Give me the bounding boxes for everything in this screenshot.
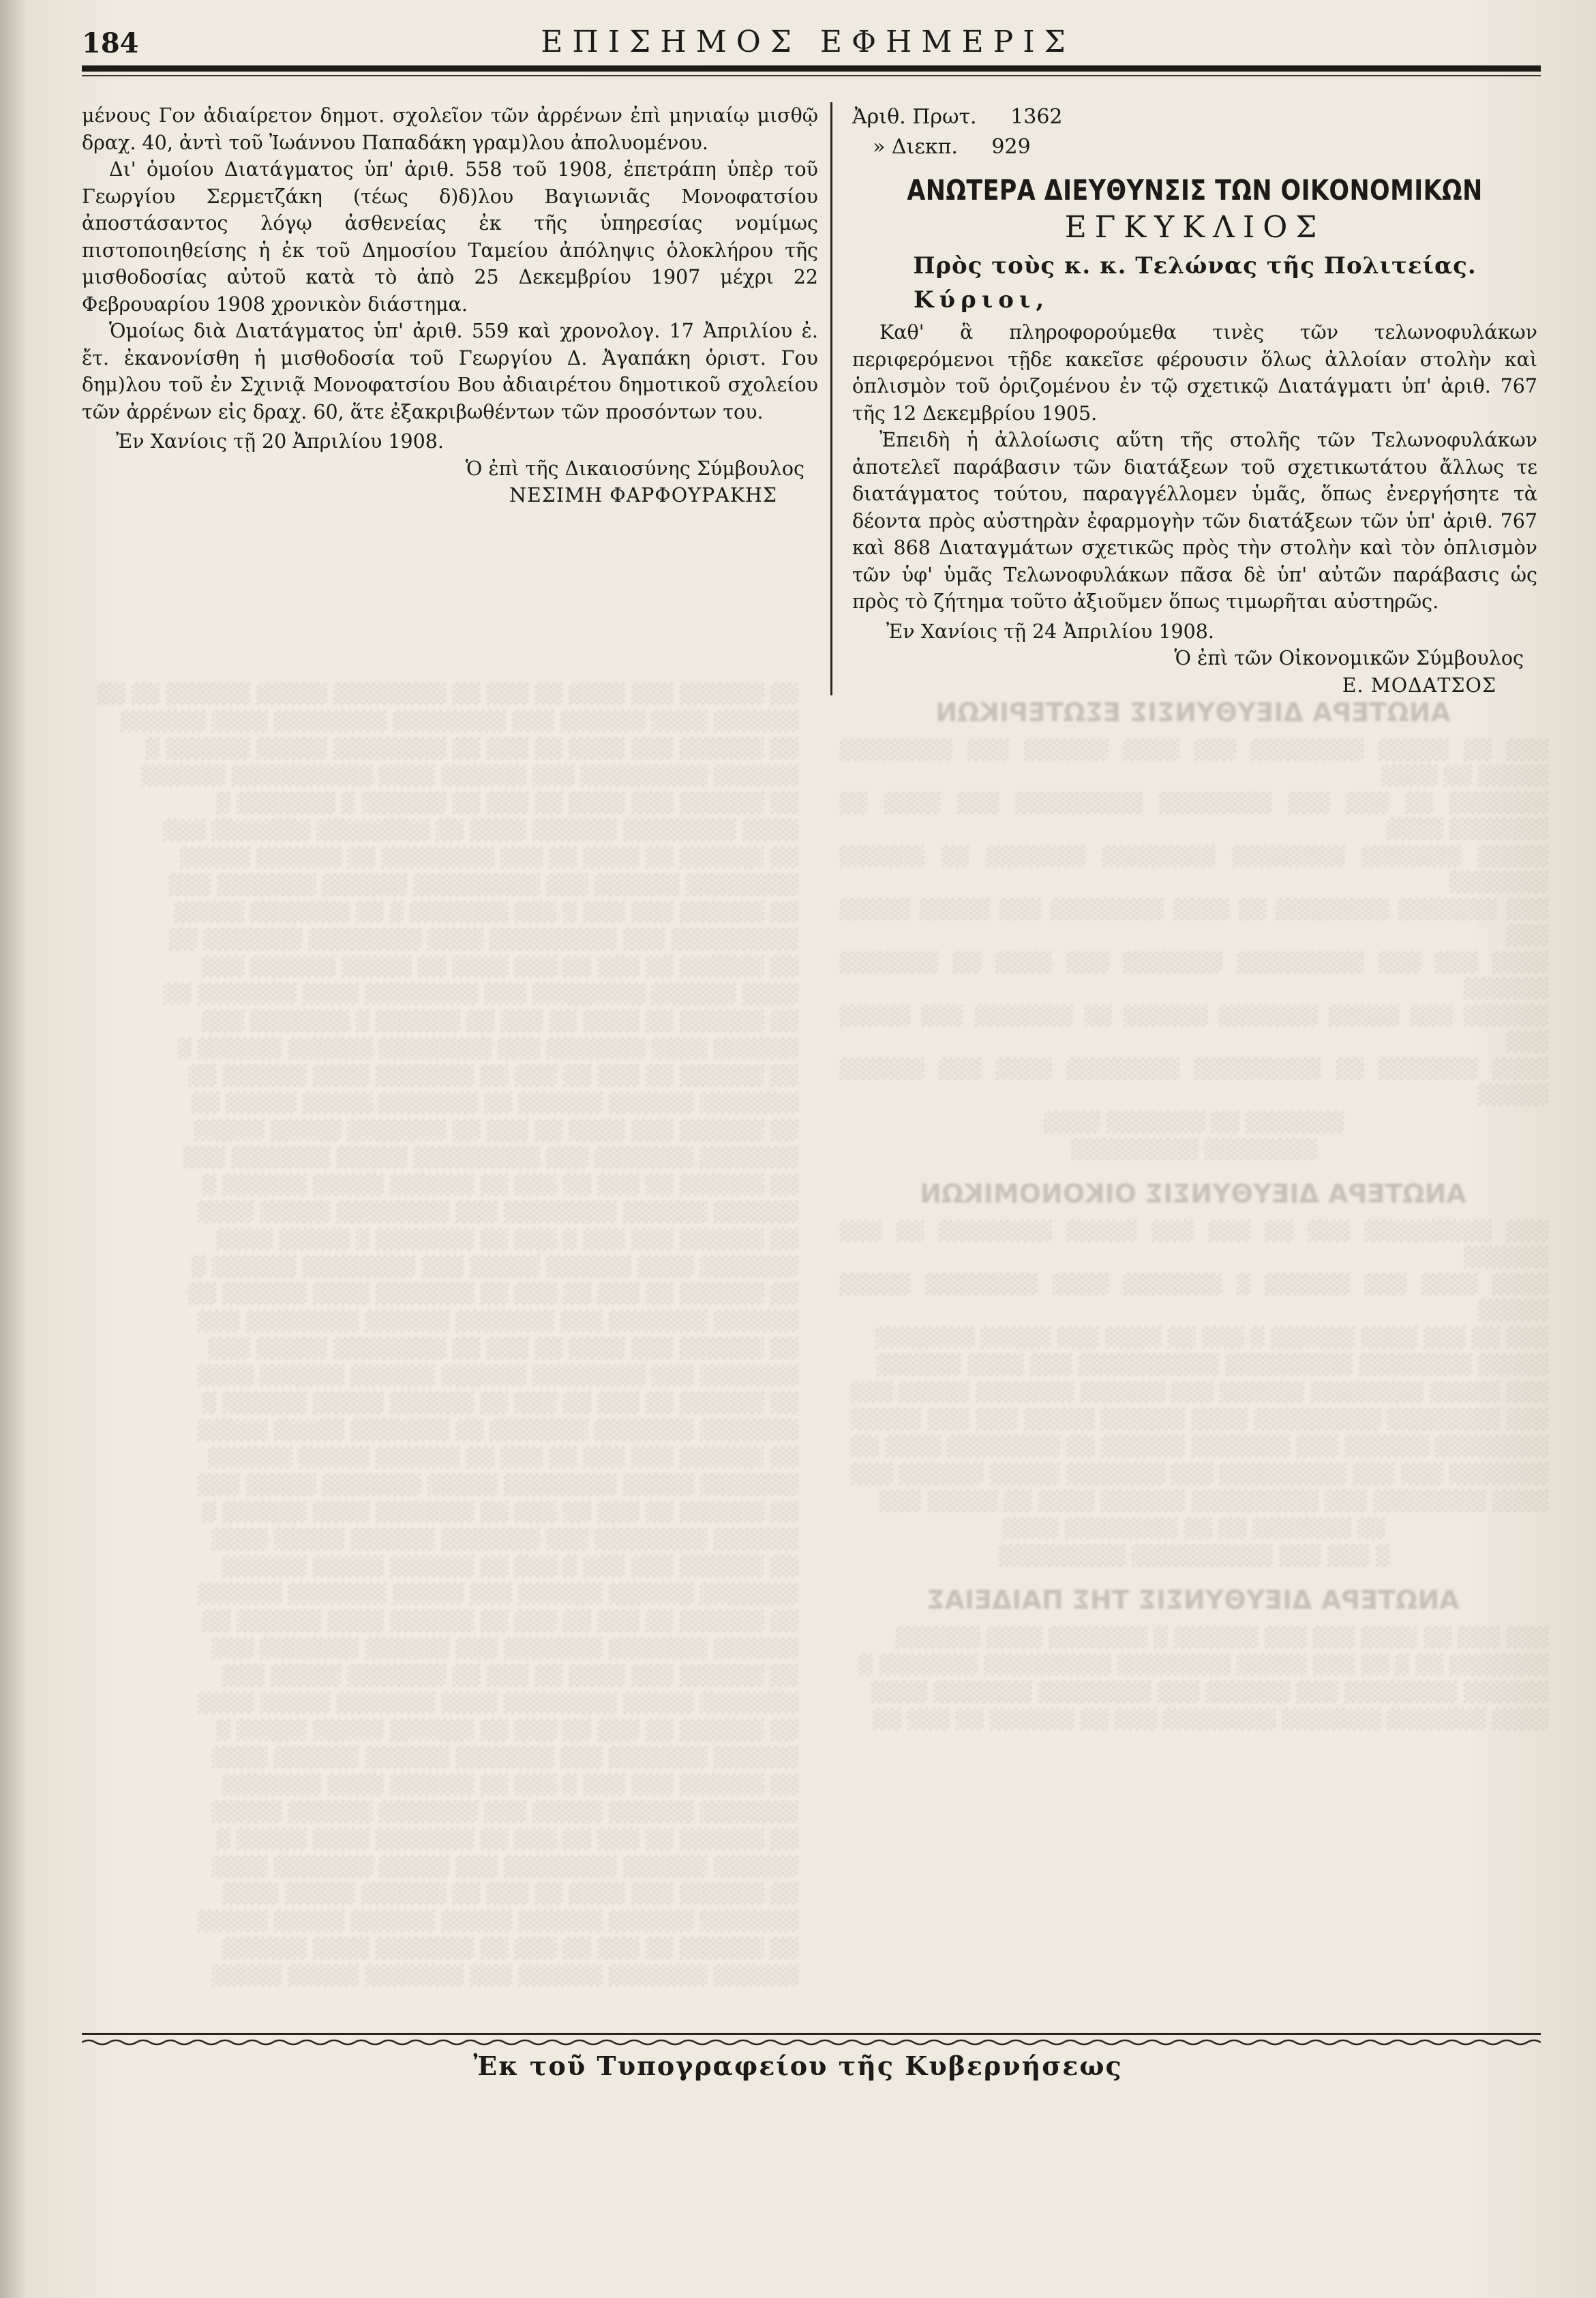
left-date-line: Ἐν Χανίοις τῇ 20 Ἀπριλίου 1908. [116,430,444,453]
protocol-label: Ἀριθ. Πρωτ. [852,105,977,129]
column-divider [830,102,832,695]
header-rule-thick [82,65,1541,72]
right-paragraph-2: Ἐπειδὴ ἡ ἀλλοίωσις αὕτη τῆς στολῆς τῶν Τελωνοφυλάκων ἀποτελεῖ παράβασιν τῶν διατάξεων τοῦ σχετικωτάτου ἄλλως τε διατάγματος τούτου, παραγγέλλομεν ὑμᾶς, ὅπως ἐνεργήσητε τὰ δέοντα πρὸς αὐστηρὰν ἐφαρμογὴν τῶν διατάξεων τῶν ὑπ' ἀριθ. 767 καὶ 868 Διαταγμάτων σχετικῶς πρὸς τὴν στολὴν καὶ τὸν ὁπλισμὸν τῶν ὑφ' ὑμᾶς Τελωνοφυλάκων πᾶσα δὲ ὑπ' αὐτῶν παράβασις ὡς πρὸς τὸ ζήτημα τοῦτο ἀξιοῦμεν ὅπως τιμωρῆται αὐστηρῶς. [852,429,1537,613]
left-signature-role: Ὁ ἐπὶ τῆς Δικαιοσύνης Σύμβουλος [465,457,804,480]
printer-imprint: Ἐκ τοῦ Τυπογραφείου τῆς Κυβερνήσεως [473,2051,1123,2081]
protocol-number: 1362 [1010,105,1063,129]
left-paragraph-1: μένους Γον ἀδιαίρετον δημοτ. σχολεῖον τῶν ἀρρένων ἐπὶ μηνιαίῳ μισθῷ δραχ. 40, ἀντὶ τοῦ Ἰωάννου Παπαδάκη γραμ)λου ἀπολυομένου. [82,104,818,154]
addressee: Πρὸς τοὺς κ. κ. Τελώνας τῆς Πολιτείας. [913,252,1477,279]
right-signature-role: Ὁ ἐπὶ τῶν Οἰκονομικῶν Σύμβουλος [1174,647,1524,669]
right-date-line: Ἐν Χανίοις τῇ 24 Ἀπριλίου 1908. [886,620,1214,643]
dispatch-number-line [852,132,1537,162]
department-heading: ΑΝΩΤΕΡΑ ΔΙΕΥΘΥΝΣΙΣ ΤΩΝ ΟΙΚΟΝΟΜΙΚΩΝ [907,174,1483,207]
page-edge-shadow [0,0,27,2298]
right-paragraph-1: Καθ' ἃ πληροφορούμεθα τινὲς τῶν τελωνοφυλάκων περιφερόμενοι τῇδε κακεῖσε φέρουσιν ὅλως ἀλλοίαν στολὴν καὶ ὁπλισμὸν τοῦ ὁριζομένου ἐν τῷ σχετικῷ Διατάγματι ὑπ' ἀριθ. 767 τῆς 12 Δεκεμβρίου 1905. [852,321,1537,425]
right-signature-name: Ε. ΜΟΔΑΤΣΟΣ [1342,674,1496,697]
document-type: ΕΓΚΥΚΛΙΟΣ [1064,209,1325,245]
dispatch-label: » Διεκπ. [873,135,958,159]
gazette-header [68,15,1548,70]
footer-rule [82,2033,1541,2035]
journal-title: ΕΠΙΣΗΜΟΣ ΕΦΗΜΕΡΙΣ [541,25,1075,59]
bleed-through-texture: ΑΝΩΤΕΡΑ ΔΙΕΥΘΥΝΣΙΣ ΕΣΩΤΕΡΙΚΩΝ ░░░ ░░ ░░░░░ ░░░░░░░░ ░░░ ░░░░ ░░░░░░ ░░░ ░░░░░░░░ ░░░░░ ░░ ░░░░ ░░░░░░░ ░░ ░░░ ░░░ ░░░░░░░░ ░░░░░░░░░ ░░░ ░░░░ ░░ ░░░░░░░ ░░░░ ░░░░░ ░░░░░░░ ░░░░░░░░ ░░░░░░░░ ░░░░░░░ ░░ ░░░░░░ ░░░░░░░ ░░░ ░░░░░░░ ░░░░░░░░ ░░ ░░░░ ░░░░░░░░ ░░░ ░░░░░ ░░░░░ ░░░ ░░░░ ░░░ ░░░ ░░░░░░░░░ ░░░░░░░ ░░░ ░░░░ ░░ ░░░░░░░ ░░░░░░ ░░░░░░ ░░░ ░░░░░ ░░░░░░░ ░░░░░░ ░░ ░░░░░░░ ░░░ ░░░░░ ░░░ ░░░░ ░░░░░░░ ░░ ░░░░░░░░░ ░░░░░░░░ ░░░░ ░░░ ░░░░░░ ░░░░░ ░░░░░░░ ░░ ░░░░░░░ ░░░░ ░░░░░░░░ ░░░░░░░░░ ΑΝΩΤΕΡΑ ΔΙΕΥΘΥΝΣΙΣ ΟΙΚΟΝΟΜΙΚΩΝ ░░░ ░░░░░░░░░ ░░░ ░░ ░░░ ░░░ ░░░░░ ░░░░░░░░ ░░ ░░░ ░░░░░░ ░░░░ ░░░░ ░░░ ░░░░░░ ░ ░░░░░░░ ░░░░ ░░░░░░░░ ░░░░░ ░░░░░ ░░░ ░░ ░░░ ░░░░ ░░░░░░ ░ ░░░ ░░ ░░░░ ░░░ ░░░░░ ░░░░░░░ ░░░░░ ░░░░░░░░ ░░░░░░░░░ ░░░░░░░░░░ ░░░ ░░░░ ░░░░░░ ░░░ ░░░░░ ░░░░░░░░ ░░░░░░ ░░░ ░░░░░░ ░░░░░░░ ░░░░░ ░░░ ░░░ ░░░░░░░░ ░░░░░░░░░ ░░░░ ░░░░░░ ░░░░░ ░░░ ░░░ ░░░░░ ░░░░░░░░ ░░░░░░ ░░░ ░░░░░░░ ░░░░░░ ░░ ░░░░░░░░ ░░░░ ░░ ░░░░░░░ ░░░ ░░░ ░░░░░░░░░ ░░░ ░░░░░░░ ░░░░░ ░░░░░░ ░░░ ░░░░ ░░░░░░░░ ░░░ ░░░░░░░░░ ░░░░░░ ░░░░ ░░ ░░░░░ ░░░ ░░ ░░░░░░░ ░░ ░░ ░░░░░░░░ ░░░░ ░ ░░░ ░░░ ░░░░░░░░░░ ░░░░░░░░░ ΑΝΩΤΕΡΑ ΔΙΕΥΘΥΝΣΙΣ ΤΗΣ ΠΑΙΔΕΙΑΣ ░░░ ░░░ ░░ ░░░░ ░░░ ░░░ ░░░░░░ ░ ░░░░░░░ ░░░░ ░░░░░░ ░░░░░░░ ░░ ░ ░░ ░░░ ░░░░░ ░░░░░░░░ ░░░░░░░░░ ░░░░░░░ ░ ░░░░░░ ░░░░░░░░ ░░░ ░░░░░░ ░░░ ░░░░░░░░ ░░░░░░░ ░░░░ ░░░░ ░░░░░░░ ░░░░░░░ ░░░░░░░░ ░░░ ░░ ░░░░░░ ░░ ░░░ ░░ ░░ ░░░░░░ ░░░ ░░░░ ░░ ░░░ ░░ ░░░░░░░░ ░░░░░ ░░░░░░ ░░ ░░ ░░░░░░ ░░░░ ░░░░░░ ░░░ ░░░░░░░░ ░░░░░░░░ ░░░░ ░░░░░░ ░░ ░░░░░░ ░░░ ░░░░ ░░ ░░░ ░░ ░░░░░░░░ ░░░░░ ░░░░░░ ░ ░░░░░░ ░░░░░░░░░ ░░░ ░░░░░░ ░░░░ ░░░░░░░░░░ ░░░░░░ ░░ ░░░░░░ ░░░ ░░░░ ░░ ░░░ ░░ ░░░░░░ ░ ░░░░░░░ ░ ░░░░ ░░░░░░░░ ░░░░░░ ░░░░ ░░ ░░░░░░░░ ░░░░░░░ ░░░ ░░ ░░░░░░ ░░ ░░░░ ░░ ░░░ ░░░░░░░░ ░░ ░░░░░░ ░░░░░ ░░░░░░░░ ░░░░░░ ░░░ ░░░░░░░░░ ░░░░░░ ░░░░░░░ ░░░ ░░ ░░░░░░ ░░░ ░░░ ░ ░░░ ░░░░░░░ ░ ░░ ░░░░░░░ ░░░░░ ░░░░░░░░░ ░░░ ░░░░░░░░░ ░░░░ ░░░░░░░░ ░░░░░░░ ░░ ░░ ░░░░░░ ░░ ░░░ ░░ ░░░ ░░░░ ░░ ░░░░░ ░░░░░░ ░░░ ░░░░ ░░░░░░ ░░░░░░░░ ░░░ ░░░░░░░░ ░░░░ ░░░░░░░ ░░ ░░ ░░░░░░ ░░ ░░░░ ░░ ░░░ ░░ ░░░░░░ ░ ░░░░░░░ ░░░ ░░░░░░ ░░░░ ░░░░░░░ ░░░ ░░░░░░░░ ░░░░░░ ░░░░░░ ░ ░░ ░░░░░░ ░░ ░░░ ░░ ░░░ ░░ ░░░░░░░ ░░░░ ░░░░░░ ░░ ░░░░░░░ ░░░░░░ ░░░░░░ ░░ ░░░░░░░ ░░░░░ ░░░░░ ░░ ░░ ░░░░░░ ░░░ ░░░░ ░░ ░░░ ░░ ░░░░░░░ ░░░░░ ░░░░░ ░░░░░░░ ░░░░░░░ ░░░ ░░░░░░░░░ ░░░░░ ░░░░░░░ ░░░ ░░ ░░░░░░ ░░ ░░░ ░░ ░░░ ░░ ░░░░░░ ░░░░░ ░░░░░░ ░ ░░░░░░ ░░░░░░ ░░░░░░░░ ░░░ ░░░░░░░░ ░░░░░ ░░░░ ░░ ░░░░░░ ░░░ ░░░ ░ ░░░ ░░ ░░░░░░░ ░ ░░░░░ ░░░░ ░░░░░░░ ░░░░ ░░░░░░ ░░░░░ ░░░ ░░░░░░░░ ░░░░░░ ░ ░░ ░░░░░░ ░░ ░░░ ░░ ░░░ ░░ ░░░░░░░ ░░░░ ░░░░░░ ░░ ░░░░░░ ░░░░░░░ ░░░ ░░░░░░░ ░░░░░░ ░░░░░░░░ ░░░ ░░ ░░░░░░ ░░░ ░░░░ ░░ ░░░ ░░ ░░░░░░░░ ░░░░░ ░░░ ░░░░░░░ ░░░ ░░░░░░░░ ░░░░░░ ░░░░░░ ░░░░░░ ░░░░ ░░ ░░░░░░ ░░ ░░░ ░░ ░░░ ░░ ░░░░░░ ░░░░░ ░░░░░░ ░ ░░░░░░░ ░░░░░░░ ░░░░░░░ ░░ ░░░░░░░ ░░░░░ ░░░░░ ░░ ░░░░░░ ░░░ ░░░ ░░ ░░░ ░░ ░░░░░░ ░░░░░ ░░░░░░ ░░░░░░░ ░░░░░ ░░░░░░░░ ░░░░░ ░░░░░░░ ░░░░░ ░░░ ░░ ░░░░░░ ░░ ░░░ ░░ ░░░ ░░ ░░░░░░░ ░░░░ ░░░░░░ ░ ░░░░░░ ░░░░░░░░ ░░░ ░░░░░░░ ░░░░░░ ░░░░░ ░░░░ ░░ ░░░░░░ ░░░ ░░░ ░ ░░░ ░░ ░░░░░░ ░░░░░ ░░░░░░ ░░░░░░░ ░░░░░░ ░░░░░░ ░░░ ░░░░░ ░░░░░░░ ░░░░░░ ░░ ░░░░░░ ░░ ░░░ ░░ ░░░ ░░ ░░░░░░ ░░░░ ░░░░░░ ░░ ░░░░░░ ░░░░░░░ ░░░░░░░ ░░░ ░░░░░░ ░░░░░░░ ░░░ ░░ ░░░░░░ ░░░ ░░░░ ░░ ░░░ ░░ ░░░░░░░ ░░░░░ ░░░ ░░░░░░░ ░░░░░ ░░░░░░░░ ░░░░ ░░░░░░░ ░░░░░ ░░░░ ░░ ░░░░░░ ░░ ░░░ ░░ ░░░ ░░ ░░░░░░ ░░░░░ ░░░░░ ░ ░░░░░░ ░░░░░░░ ░░░ ░░░░░░░ ░░░░░░ ░░░░░░ ░░░░ ░░ ░░░░░░ ░░░ ░░░ ░ ░░░ ░░ ░░░░░░ ░░░░ ░░░░░░░ ░░░░░░░ ░░░░░░ ░░░░░ ░░░ ░░░░░░░ ░░░░░░ ░░░░░ ░░ ░░░░░░ ░░ ░░░ ░░ ░░░ ░░ ░░░░░░░ ░░░░ ░░░░░ ░ ░░░░░░ ░░░░░░ ░░░░░░░░ ░░░ ░░░░░ ░░░░░░░ ░░░░ ░░ ░░░░░░ ░░░ ░░░░ ░░ ░░░ ░░ ░░░░░░ ░░░░░ ░░░░ ░░░░░░░ ░░░░░░ ░░░░░░ ░░░░░ ░░░░░░ ░░░░░ ░░░░░ ░░ ░░░░░░ ░░ ░░░ ░░ ░░░ ░░ ░░░░░░░ ░░░░ ░░░░░░ ░░░░░░ ░░░░░░░ ░░░░░░ ░░░ ░░░░░░░ ░░░░░ ░░░░░ [96,684,1548,1986]
right-column [852,102,1537,699]
footer-ornamental-rule [82,2038,1541,2046]
left-paragraph-3: Ὁμοίως διὰ Διατάγματος ὑπ' ἀριθ. 559 καὶ χρονολογ. 17 Ἀπριλίου ἐ. ἔτ. ἐκανονίσθη ἡ μισθοδοσία τοῦ Γεωργίου Δ. Ἀγαπάκη ὁριστ. Γου δημ)λου τοῦ ἐν Σχινιᾷ Μονοφατσίου Βου ἀδιαιρέτου δημοτικοῦ σχολείου τῶν ἀρρένων εἰς δραχ. 60, ἅτε ἐξακριβωθέντων τῶν προσόντων του. [82,320,818,423]
salutation: Κύριοι, [914,286,1050,314]
left-column [82,102,818,509]
protocol-number-line [852,102,1537,132]
page-number: 184 [82,27,139,59]
dispatch-number: 929 [991,135,1031,159]
header-rule-thin [82,75,1541,76]
left-paragraph-2: Δι' ὁμοίου Διατάγματος ὑπ' ἀριθ. 558 τοῦ 1908, ἐπετράπη ὑπὲρ τοῦ Γεωργίου Σερμετζάκη (τέως δ)δ)λου Βαγιωνιᾶς Μονοφατσίου ἀποστάσαντος λόγῳ ἀσθενείας ἐκ τῆς ὑπηρεσίας νομίμως πιστοποιηθείσης ἡ ἐκ τοῦ Δημοσίου Ταμείου ἀπόληψις ὁλοκλήρου τῆς μισθοδοσίας αὐτοῦ κατὰ τὸ ἀπὸ 25 Δεκεμβρίου 1907 μέχρι 22 Φεβρουαρίου 1908 χρονικὸν διάστημα. [82,158,818,316]
left-signature-name: ΝΕΣΙΜΗ ΦΑΡΦΟΥΡΑΚΗΣ [509,484,777,507]
